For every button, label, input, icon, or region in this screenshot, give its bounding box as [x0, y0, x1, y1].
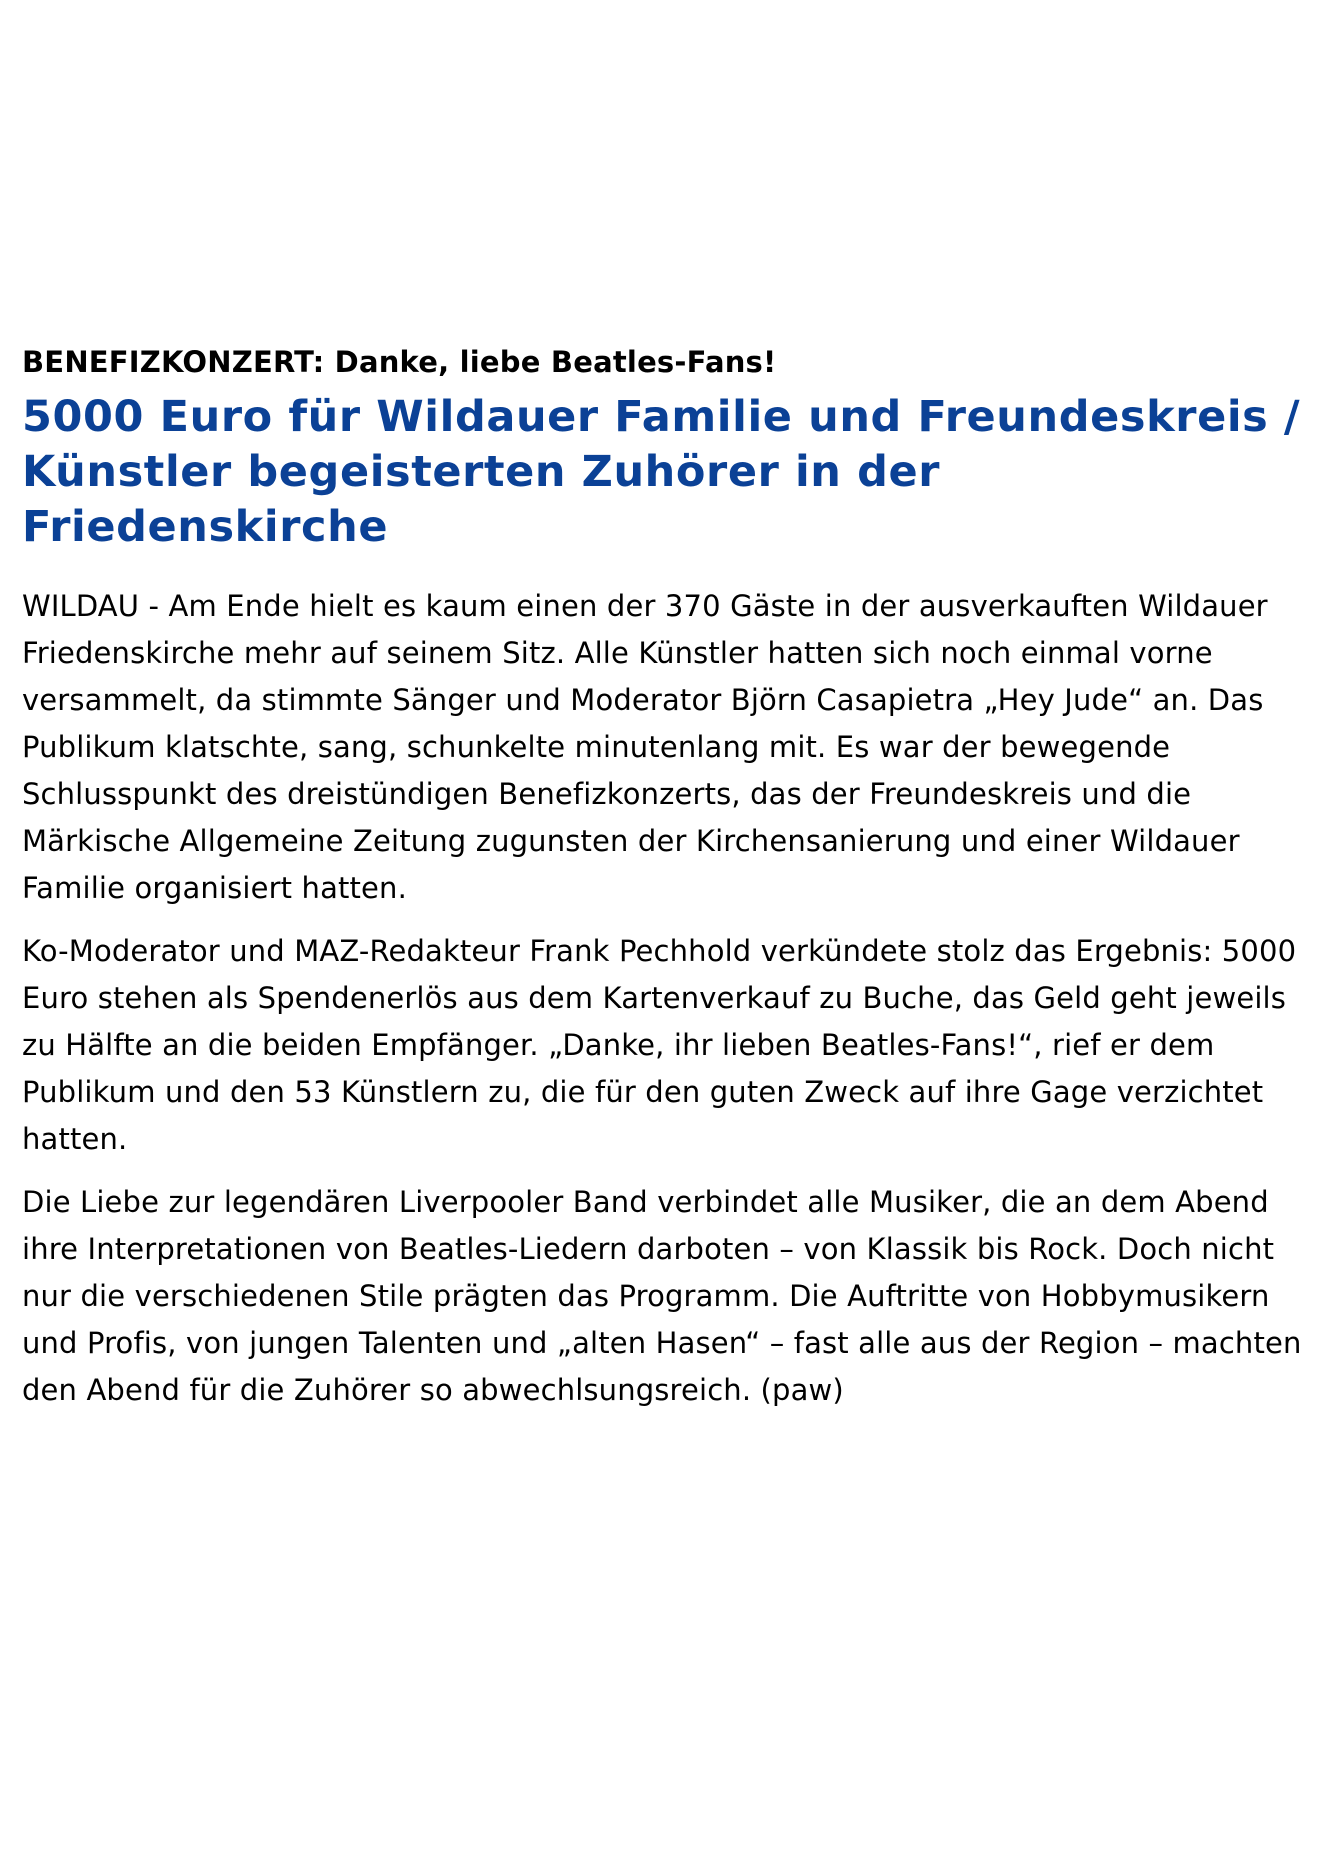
article-body [22, 583, 1302, 1414]
article-paragraph: Die Liebe zur legendären Liverpooler Band verbindet alle Musiker, die an dem Abend ihre Interpretationen von Beatles-Liedern darboten – von Klassik bis Rock. Doch nicht nur die verschiedenen Stile prägten das Programm. Die Auftritte von Hobbymusikern und Profis, von jungen Talenten und „alten Hasen“ – fast alle aus der Region – machten den Abend für die Zuhörer so abwechlsungsreich. (paw) [22, 1185, 1302, 1407]
article-headline: 5000 Euro für Wildauer Familie und Freundeskreis / Künstler begeisterten Zuhörer in der Friedenskirche [22, 392, 1301, 552]
article [22, 342, 1302, 1430]
article-kicker: BENEFIZKONZERT: Danke, liebe Beatles-Fans! [22, 345, 777, 379]
article-paragraph: WILDAU - Am Ende hielt es kaum einen der 370 Gäste in der ausverkauften Wildauer Friedenskirche mehr auf seinem Sitz. Alle Künstler hatten sich noch einmal vorne versammelt, da stimmte Sänger und Moderator Björn Casapietra „Hey Jude“ an. Das Publikum klatschte, sang, schunkelte minutenlang mit. Es war der bewegende Schlusspunkt des dreistündigen Benefizkonzerts, das der Freundeskreis und die Märkische Allgemeine Zeitung zugunsten der Kirchensanierung und einer Wildauer Familie organisiert hatten. [22, 589, 1268, 905]
article-paragraph: Ko-Moderator und MAZ-Redakteur Frank Pechhold verkündete stolz das Ergebnis: 5000 Euro stehen als Spendenerlös aus dem Kartenverkauf zu Buche, das Geld geht jeweils zu Hälfte an die beiden Empfänger. „Danke, ihr lieben Beatles-Fans!“, rief er dem Publikum und den 53 Künstlern zu, die für den guten Zweck auf ihre Gage verzichtet hatten. [22, 934, 1297, 1156]
